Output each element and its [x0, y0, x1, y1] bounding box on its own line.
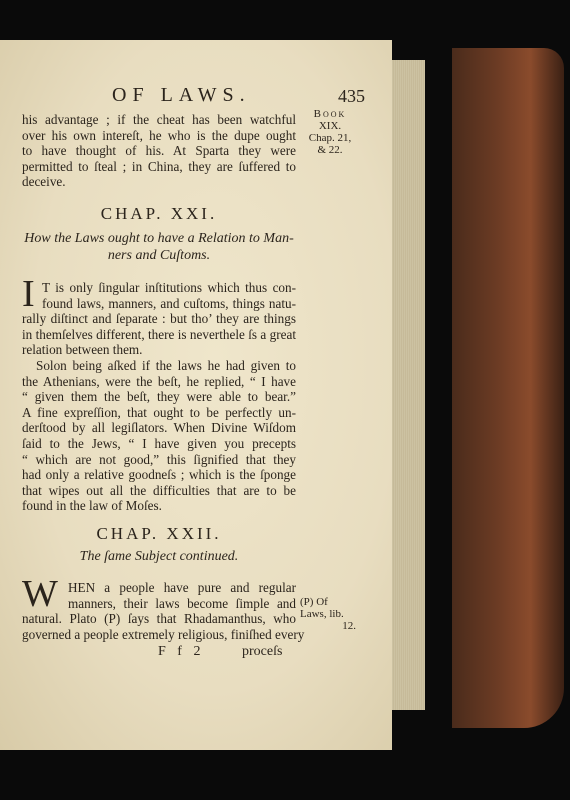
chapter-21-subtitle-line-2: ners and Cuſtoms. — [107, 248, 211, 263]
chapter-22-subtitle: The ſame Subject continued. — [79, 549, 239, 564]
text-line: the Athenians, were the beſt, he replied, “ I have — [22, 373, 296, 389]
chapter-21-dropcap: I — [22, 273, 35, 315]
chapter-21-title: CHAP. XXI. — [100, 204, 218, 223]
text-line: “ which are not good,” this ſignified that they — [22, 451, 296, 467]
text-line: found in the law of Moſes. — [22, 498, 162, 514]
text-line: found laws, manners, and cuſtoms, things natu- — [42, 295, 296, 311]
text-line: manners, their laws become ſimple and — [68, 595, 296, 611]
chapter-22-body — [22, 580, 305, 642]
margin-note-line-2: Laws, lib. — [300, 608, 344, 620]
chapter-22-title: CHAP. XXII. — [96, 524, 222, 543]
text-line: relation between them. — [22, 342, 143, 358]
text-line: permitted to ſteal ; in China, they are ſuffered to — [22, 158, 296, 174]
text-line: T is only ſingular inſtitutions which thus con- — [42, 280, 296, 295]
text-line: ſaid to the Jews, “ I have given you precepts — [22, 435, 296, 451]
text-line: rally diſtinct and ſeparate : but tho’ they are things — [22, 311, 296, 327]
page-number: 435 — [338, 86, 365, 106]
running-head: OF LAWS. — [112, 84, 251, 106]
chapter-21-subtitle — [22, 230, 296, 264]
text-line: deceive. — [22, 174, 66, 190]
signature-mark: F f 2 — [158, 644, 205, 659]
margin-note-book — [300, 108, 360, 156]
text-line: derſtood by all legiſlators. When Divine Wiſdom — [22, 420, 296, 436]
book-spine — [452, 48, 564, 728]
margin-chapter: Chap. 21, — [308, 132, 352, 144]
text-line: natural. Plato (P) ſays that Rhadamanthus, who — [22, 611, 296, 627]
margin-note-ref: (P) Of — [300, 596, 328, 608]
text-line: A fine expreſſion, that ought to be perfectly un- — [22, 404, 296, 420]
book-page — [0, 40, 392, 750]
text-line: governed a people extremely religious, finiſhed every — [22, 626, 305, 642]
text-line: HEN a people have pure and regular — [68, 580, 296, 595]
text-line: that wipes out all the difficulties that are to be — [22, 482, 296, 498]
text-line: over his own intereſt, he who is the dupe ought — [22, 127, 296, 143]
chapter-21-subtitle-line-1: How the Laws ought to have a Relation to Man- — [24, 231, 294, 246]
text-line: “ given them the beſt, they were able to bear.” — [22, 389, 296, 405]
chapter-21-body — [22, 280, 296, 514]
text-line: had only a relative goodneſs ; which is the ſponge — [22, 467, 296, 483]
text-line: to have thought of his. At Sparta they were — [22, 143, 296, 159]
text-line: his advantage ; if the cheat has been watchful — [22, 112, 296, 127]
intro-paragraph — [22, 112, 296, 190]
text-line: Solon being aſked if the laws he had given to — [36, 357, 296, 373]
margin-book-number: XIX. — [318, 120, 342, 132]
catchword: proceſs — [242, 644, 283, 659]
text-line: in themſelves different, there is neverthele ſs a great — [22, 326, 296, 342]
chapter-22-dropcap: W — [22, 573, 58, 615]
margin-book-label: Book — [313, 108, 347, 120]
page-header — [100, 84, 400, 106]
margin-chapter-2: & 22. — [317, 144, 343, 156]
margin-note-line-3: 12. — [342, 620, 356, 632]
margin-note-footnote — [300, 596, 362, 632]
